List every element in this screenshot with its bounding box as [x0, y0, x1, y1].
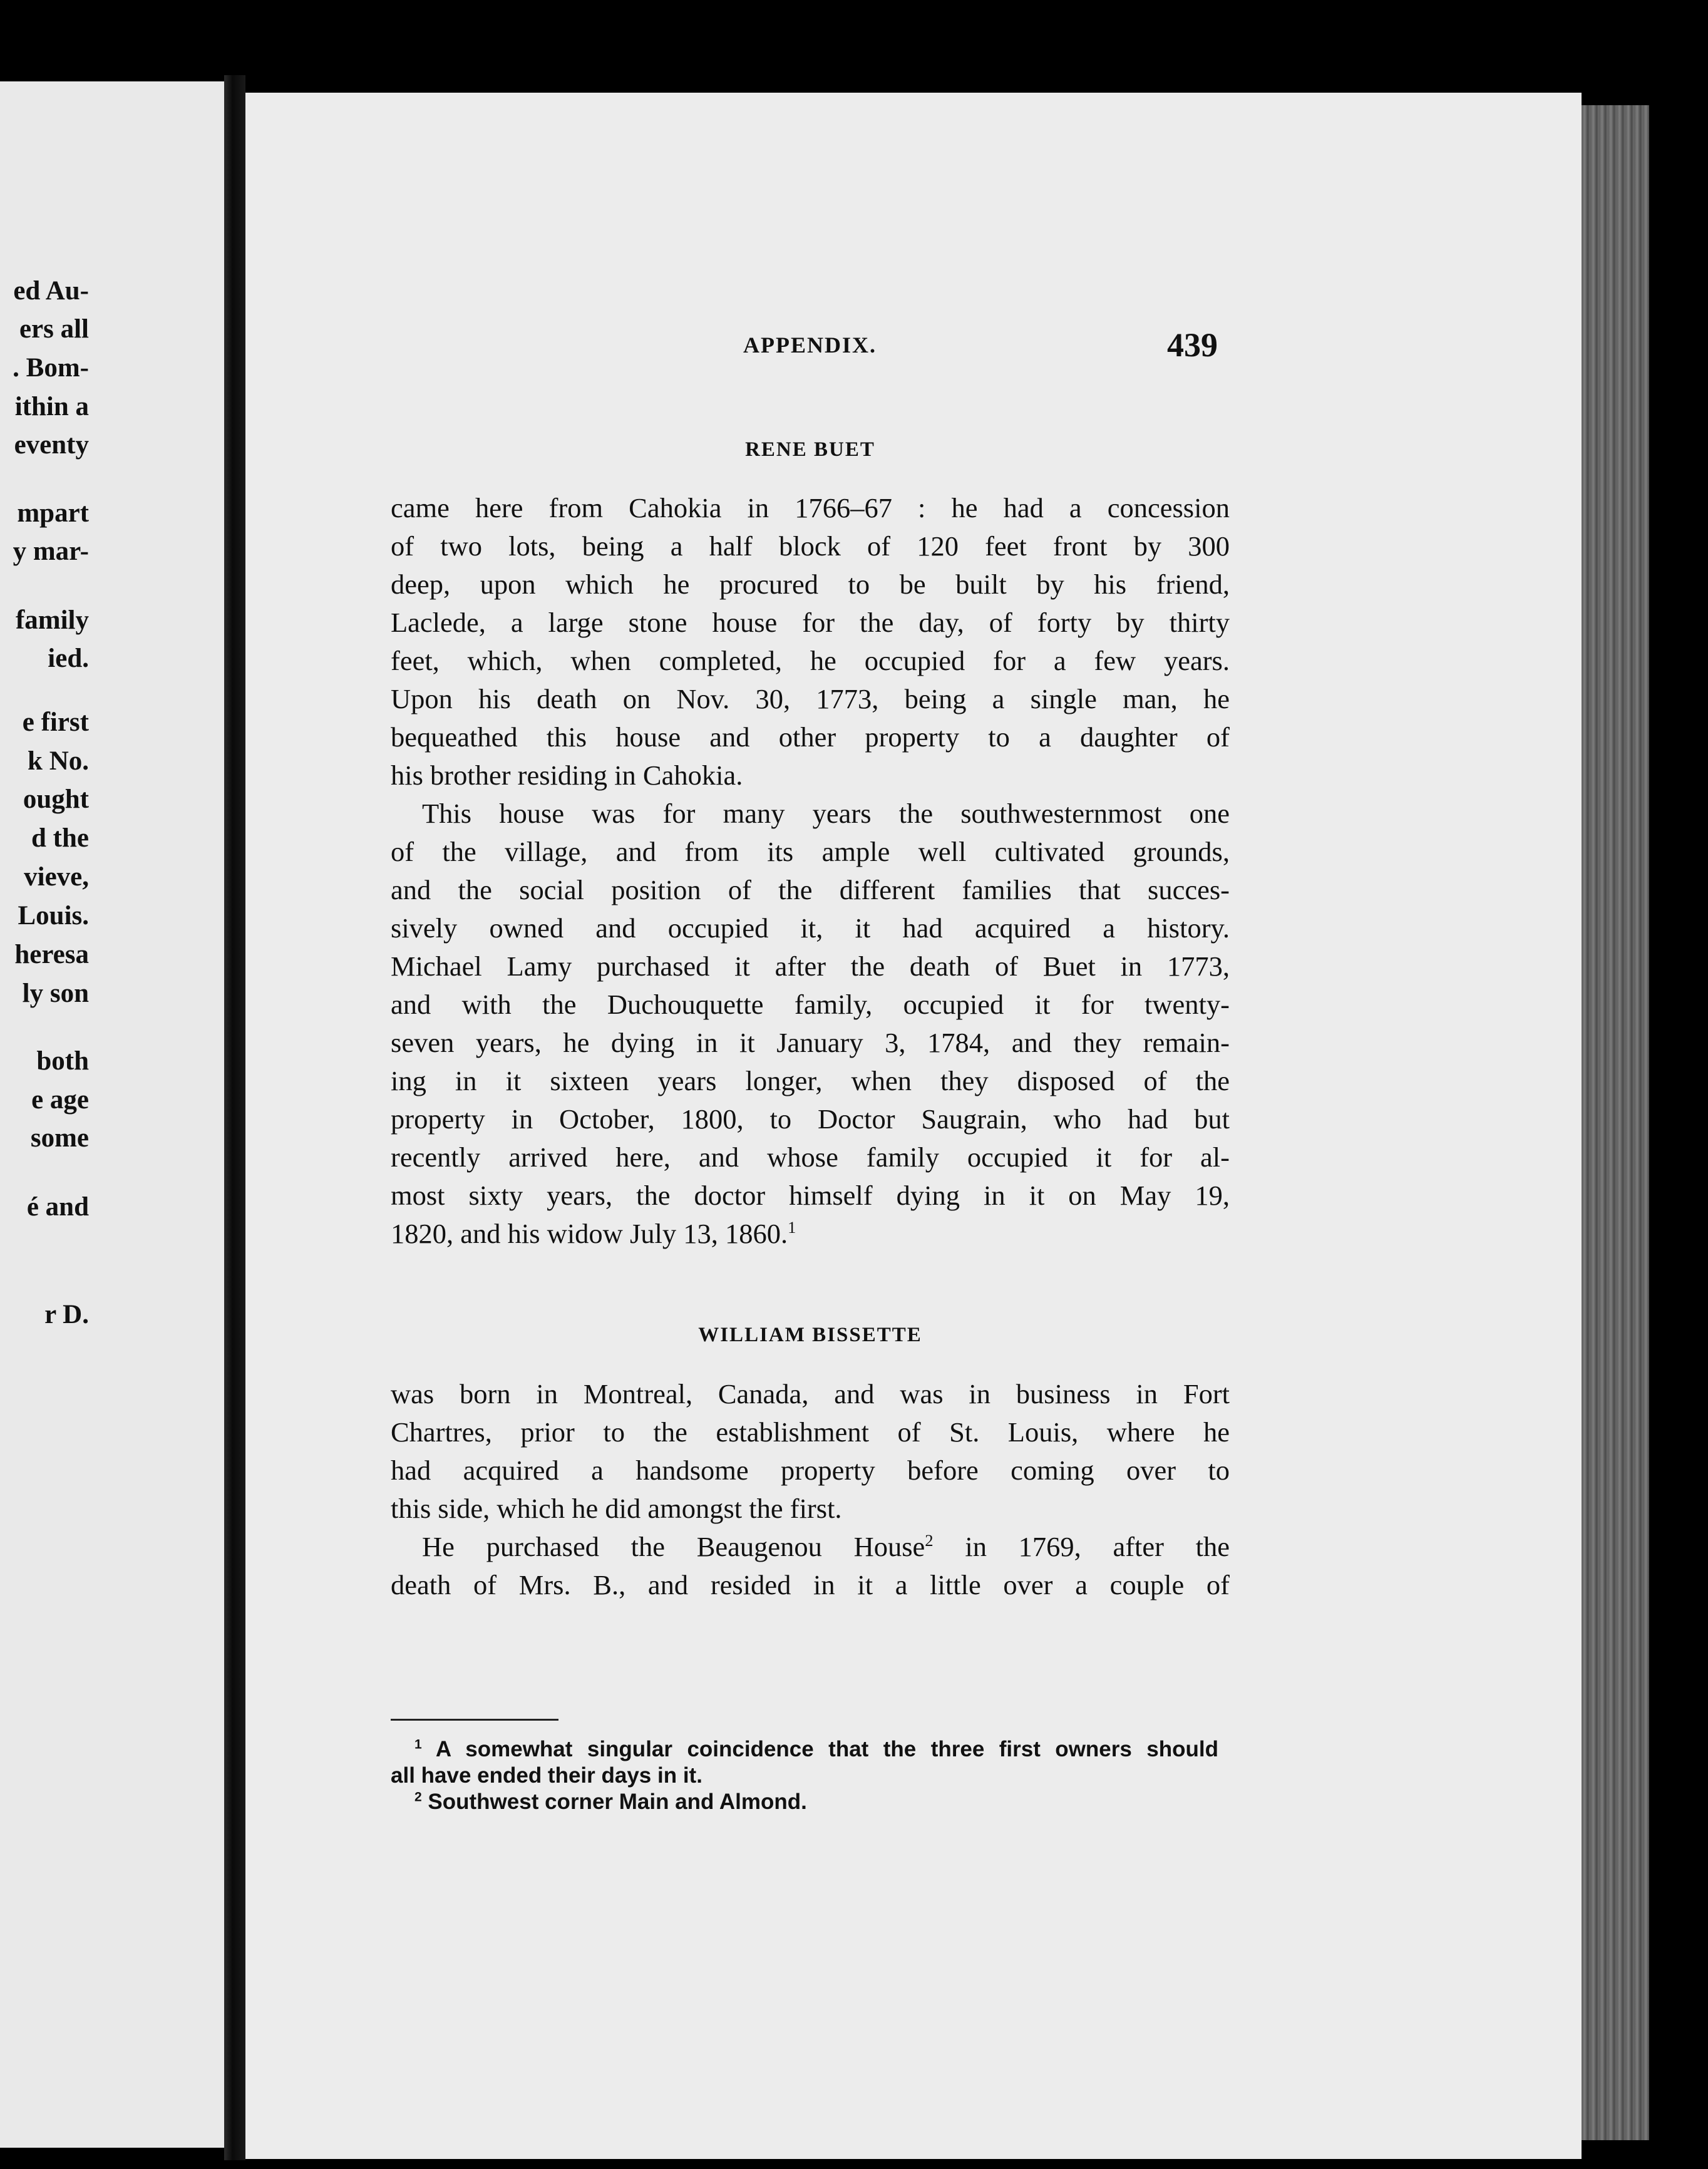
footnotes	[391, 1736, 1218, 1815]
text-line: had acquired a handsome property before coming over to	[391, 1455, 1230, 1486]
left-page-text-line: Louis.	[18, 901, 89, 930]
left-page-text-line: d the	[31, 823, 89, 853]
running-title: APPENDIX.	[743, 332, 877, 358]
text-line: Chartres, prior to the establishment of St. Louis, where he	[391, 1416, 1230, 1448]
text-line: most sixty years, the doctor himself dying in it on May 19,	[391, 1180, 1230, 1211]
footnote-ref: 2	[925, 1531, 934, 1550]
text-line: deep, upon which he procured to be built by his friend,	[391, 569, 1230, 600]
text-line: ing in it sixteen years longer, when they disposed of the	[391, 1065, 1230, 1096]
text-line: Michael Lamy purchased it after the death of Buet in 1773,	[391, 951, 1230, 982]
text-line: seven years, he dying in it January 3, 1784, and they remain-	[391, 1027, 1230, 1058]
page-edges	[1582, 105, 1649, 2140]
left-page-text-line: ithin a	[14, 392, 89, 421]
text-line: bequeathed this house and other property to a daughter of	[391, 721, 1230, 753]
left-page-text-line: family	[15, 605, 89, 635]
left-page-text-line: e first	[22, 708, 89, 737]
left-page-text-line: e age	[31, 1085, 89, 1115]
text-line: and with the Duchouquette family, occupied it for twenty-	[391, 989, 1230, 1020]
section-body-william-bissette	[391, 1375, 1230, 1604]
left-page-text-line: vieve,	[24, 862, 89, 892]
page-number: 439	[1167, 326, 1218, 364]
left-page-text-line: eventy	[14, 430, 89, 460]
text-line: of the village, and from its ample well cultivated grounds,	[391, 836, 1230, 867]
footnote-marker: 1	[414, 1737, 422, 1752]
text-line: feet, which, when completed, he occupied for a few years.	[391, 645, 1230, 676]
text-line: death of Mrs. B., and resided in it a little over a couple of	[391, 1569, 1230, 1600]
running-head	[245, 326, 1582, 363]
left-page-text-line: ought	[23, 785, 89, 814]
left-page-text-line: ied.	[48, 644, 89, 673]
left-page-text-line: . Bom-	[13, 353, 89, 383]
left-page-text-line: some	[30, 1123, 89, 1153]
text-line: This house was for many years the southwesternmost one	[422, 798, 1230, 829]
text-line-with-footnote	[391, 1528, 1230, 1566]
footnote-rule	[391, 1719, 558, 1721]
footnote-1-line-1	[391, 1736, 1218, 1763]
section-heading-william-bissette: WILLIAM BISSETTE	[698, 1324, 922, 1346]
text-line: recently arrived here, and whose family occupied it for al-	[391, 1141, 1230, 1173]
text-line: his brother residing in Cahokia.	[391, 760, 743, 791]
text-fragment: in 1769, after the	[933, 1531, 1230, 1562]
text-line: sively owned and occupied it, it had acquired a history.	[391, 912, 1230, 944]
text-line: Upon his death on Nov. 30, 1773, being a single man, he	[391, 683, 1230, 714]
text-line: property in October, 1800, to Doctor Saugrain, who had but	[391, 1103, 1230, 1135]
text-fragment: He purchased the Beaugenou House	[422, 1531, 925, 1562]
footnote-2-line-1	[391, 1789, 1218, 1815]
footnote-ref: 1	[788, 1218, 796, 1237]
left-page-text-line: é and	[26, 1192, 89, 1222]
text-line: of two lots, being a half block of 120 feet front by 300	[391, 530, 1230, 562]
left-page-text-line: ers all	[19, 314, 89, 344]
text-line: Laclede, a large stone house for the day, of forty by thirty	[391, 607, 1230, 638]
text-line: and the social position of the different families that succes-	[391, 874, 1230, 905]
text-line: was born in Montreal, Canada, and was in business in Fort	[391, 1378, 1230, 1409]
left-page-text-line: y mar-	[13, 537, 89, 566]
footnote-marker: 2	[414, 1790, 422, 1805]
text-line: came here from Cahokia in 1766–67 : he had a concession	[391, 492, 1230, 523]
left-facing-page	[0, 81, 230, 2148]
main-page	[245, 93, 1582, 2159]
text-line-with-footnote	[391, 1215, 1230, 1253]
footnote-text: A somewhat singular coincidence that the three first owners should	[435, 1737, 1218, 1761]
text-line: 1820, and his widow July 13, 1860.	[391, 1218, 788, 1249]
book-gutter	[224, 75, 245, 2160]
left-page-text-line: mpart	[17, 498, 89, 528]
left-page-text-line: ed Au-	[13, 276, 89, 306]
footnote-text: Southwest corner Main and Almond.	[428, 1790, 807, 1814]
text-line: this side, which he did amongst the first.	[391, 1493, 842, 1524]
left-page-text-line: r D.	[44, 1300, 89, 1329]
left-page-text-line: heresa	[14, 940, 89, 969]
section-body-rene-buet	[391, 489, 1230, 1253]
footnote-1-line-2: all have ended their days in it.	[391, 1763, 702, 1788]
section-heading-rene-buet: RENE BUET	[745, 438, 875, 461]
left-page-text-line: k No.	[28, 746, 89, 776]
left-page-text-line: ly son	[22, 979, 89, 1008]
left-page-text-line: both	[36, 1046, 89, 1076]
